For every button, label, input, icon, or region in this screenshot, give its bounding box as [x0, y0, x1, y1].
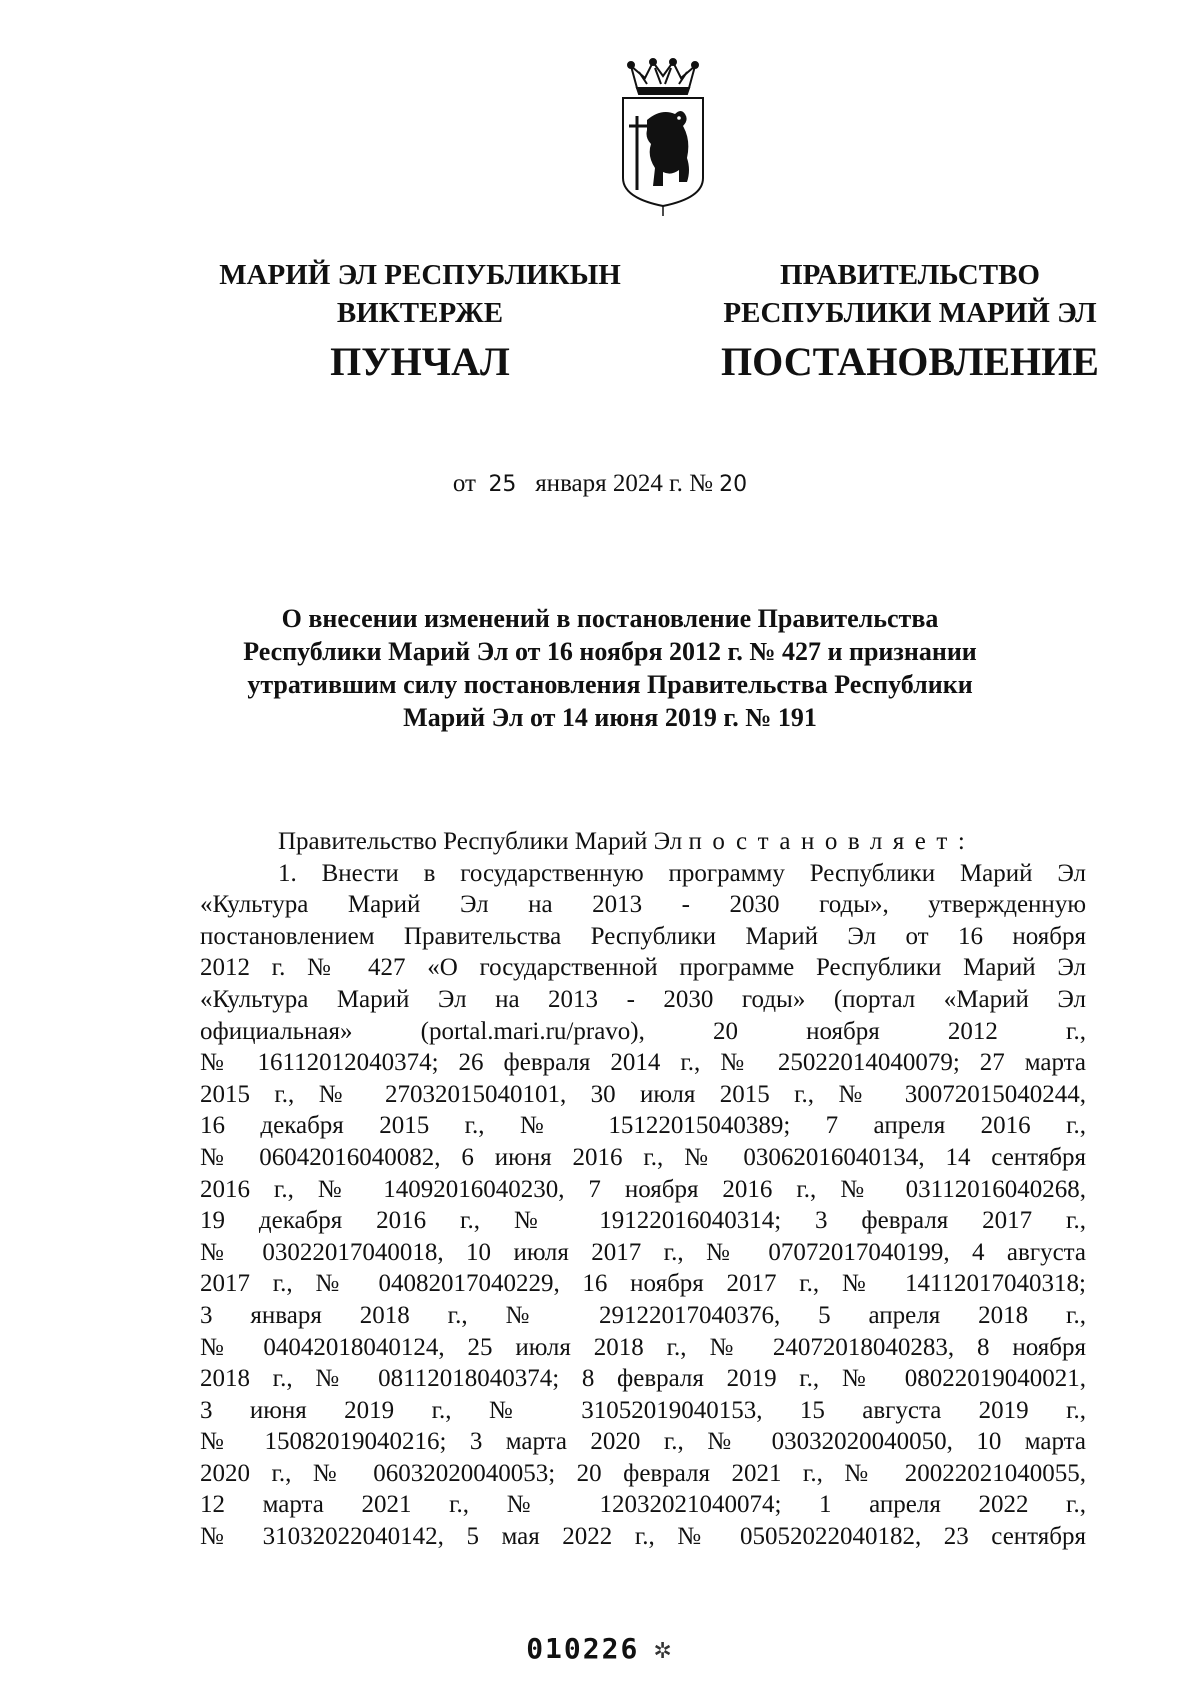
title-line: утратившим силу постановления Правительства Республики — [247, 670, 973, 699]
title-line: Марий Эл от 14 июня 2019 г. № 191 — [403, 703, 817, 732]
title-line: О внесении изменений в постановление Правительства — [281, 604, 939, 633]
date-rest: января 2024 г. № — [535, 470, 713, 497]
body-line: «Культура Марий Эл на 2013 - 2030 годы», утвержденную — [200, 891, 1086, 919]
header-right-line1: ПРАВИТЕЛЬСТВО — [780, 259, 1040, 291]
footer-serial-code — [0, 1632, 1200, 1665]
asterisk-mark-icon: ✲ — [653, 1639, 674, 1664]
date-day: 25 — [488, 472, 517, 497]
body-line: 2020 г., № 06032020040053; 20 февраля 2021 г., № 20022021040055, — [200, 1459, 1086, 1487]
body-line: «Культура Марий Эл на 2013 - 2030 годы» (портал «Марий Эл — [200, 985, 1086, 1013]
body-line: № 15082019040216; 3 марта 2020 г., № 03032020040050, 10 марта — [200, 1428, 1086, 1456]
header-right-block — [690, 256, 1130, 390]
document-number: 20 — [719, 472, 748, 497]
intro-text: Правительство Республики Марий Эл — [278, 828, 689, 855]
header-right-line2: РЕСПУБЛИКИ МАРИЙ ЭЛ — [723, 297, 1097, 329]
body-line: № 31032022040142, 5 мая 2022 г., № 05052022040182, 23 сентября — [200, 1523, 1086, 1551]
intro-spaced-verb: постановляет: — [688, 828, 976, 855]
body-line: № 06042016040082, 6 июня 2016 г., № 03062016040134, 14 сентября — [200, 1143, 1086, 1171]
document-title — [220, 602, 1000, 734]
body-line: 2016 г., № 14092016040230, 7 ноября 2016 г., № 03112016040268, — [200, 1175, 1086, 1203]
body-line: официальная» (portal.mari.ru/pravo), 20 ноября 2012 г., — [200, 1017, 1086, 1045]
body-line: 2012 г. № 427 «О государственной программе Республики Марий Эл — [200, 954, 1086, 982]
body-line: 16 декабря 2015 г., № 15122015040389; 7 апреля 2016 г., — [200, 1112, 1086, 1140]
header-left-doc-type: ПУНЧАЛ — [330, 339, 510, 384]
body-line: 2017 г., № 04082017040229, 16 ноября 2017 г., № 14112017040318; — [200, 1270, 1086, 1298]
header-left-line1: МАРИЙ ЭЛ РЕСПУБЛИКЫН — [219, 259, 621, 291]
header-left-line2: ВИКТЕРЖЕ — [336, 297, 504, 329]
crown-icon — [628, 59, 698, 94]
body-intro-line — [200, 826, 1086, 858]
body-line: 1. Внести в государственную программу Республики Марий Эл — [278, 859, 1086, 887]
document-date-line — [0, 468, 1200, 501]
body-line: 3 января 2018 г., № 29122017040376, 5 апреля 2018 г., — [200, 1301, 1086, 1329]
body-line: 2018 г., № 08112018040374; 8 февраля 2019 г., № 08022019040021, — [200, 1365, 1086, 1393]
title-line: Республики Марий Эл от 16 ноября 2012 г. № 427 и признании — [243, 637, 977, 666]
coat-of-arms-emblem — [617, 58, 709, 228]
body-line: 19 декабря 2016 г., № 19122016040314; 3 февраля 2017 г., — [200, 1207, 1086, 1235]
body-line: 2015 г., № 27032015040101, 30 июля 2015 г., № 30072015040244, — [200, 1080, 1086, 1108]
body-line: 3 июня 2019 г., № 31052019040153, 15 августа 2019 г., — [200, 1396, 1086, 1424]
body-line: 12 марта 2021 г., № 12032021040074; 1 апреля 2022 г., — [200, 1491, 1086, 1519]
header-right-doc-type: ПОСТАНОВЛЕНИЕ — [721, 339, 1099, 384]
serial-number: 010226 — [526, 1632, 640, 1665]
header-left-block — [190, 256, 650, 390]
document-body — [200, 826, 1086, 1553]
date-prefix: от — [452, 470, 476, 497]
body-line: постановлением Правительства Республики Марий Эл от 16 ноября — [200, 922, 1086, 950]
body-line: № 04042018040124, 25 июля 2018 г., № 24072018040283, 8 ноября — [200, 1333, 1086, 1361]
body-line: № 03022017040018, 10 июля 2017 г., № 07072017040199, 4 августа — [200, 1238, 1086, 1266]
body-line: № 16112012040374; 26 февраля 2014 г., № 25022014040079; 27 марта — [200, 1049, 1086, 1077]
